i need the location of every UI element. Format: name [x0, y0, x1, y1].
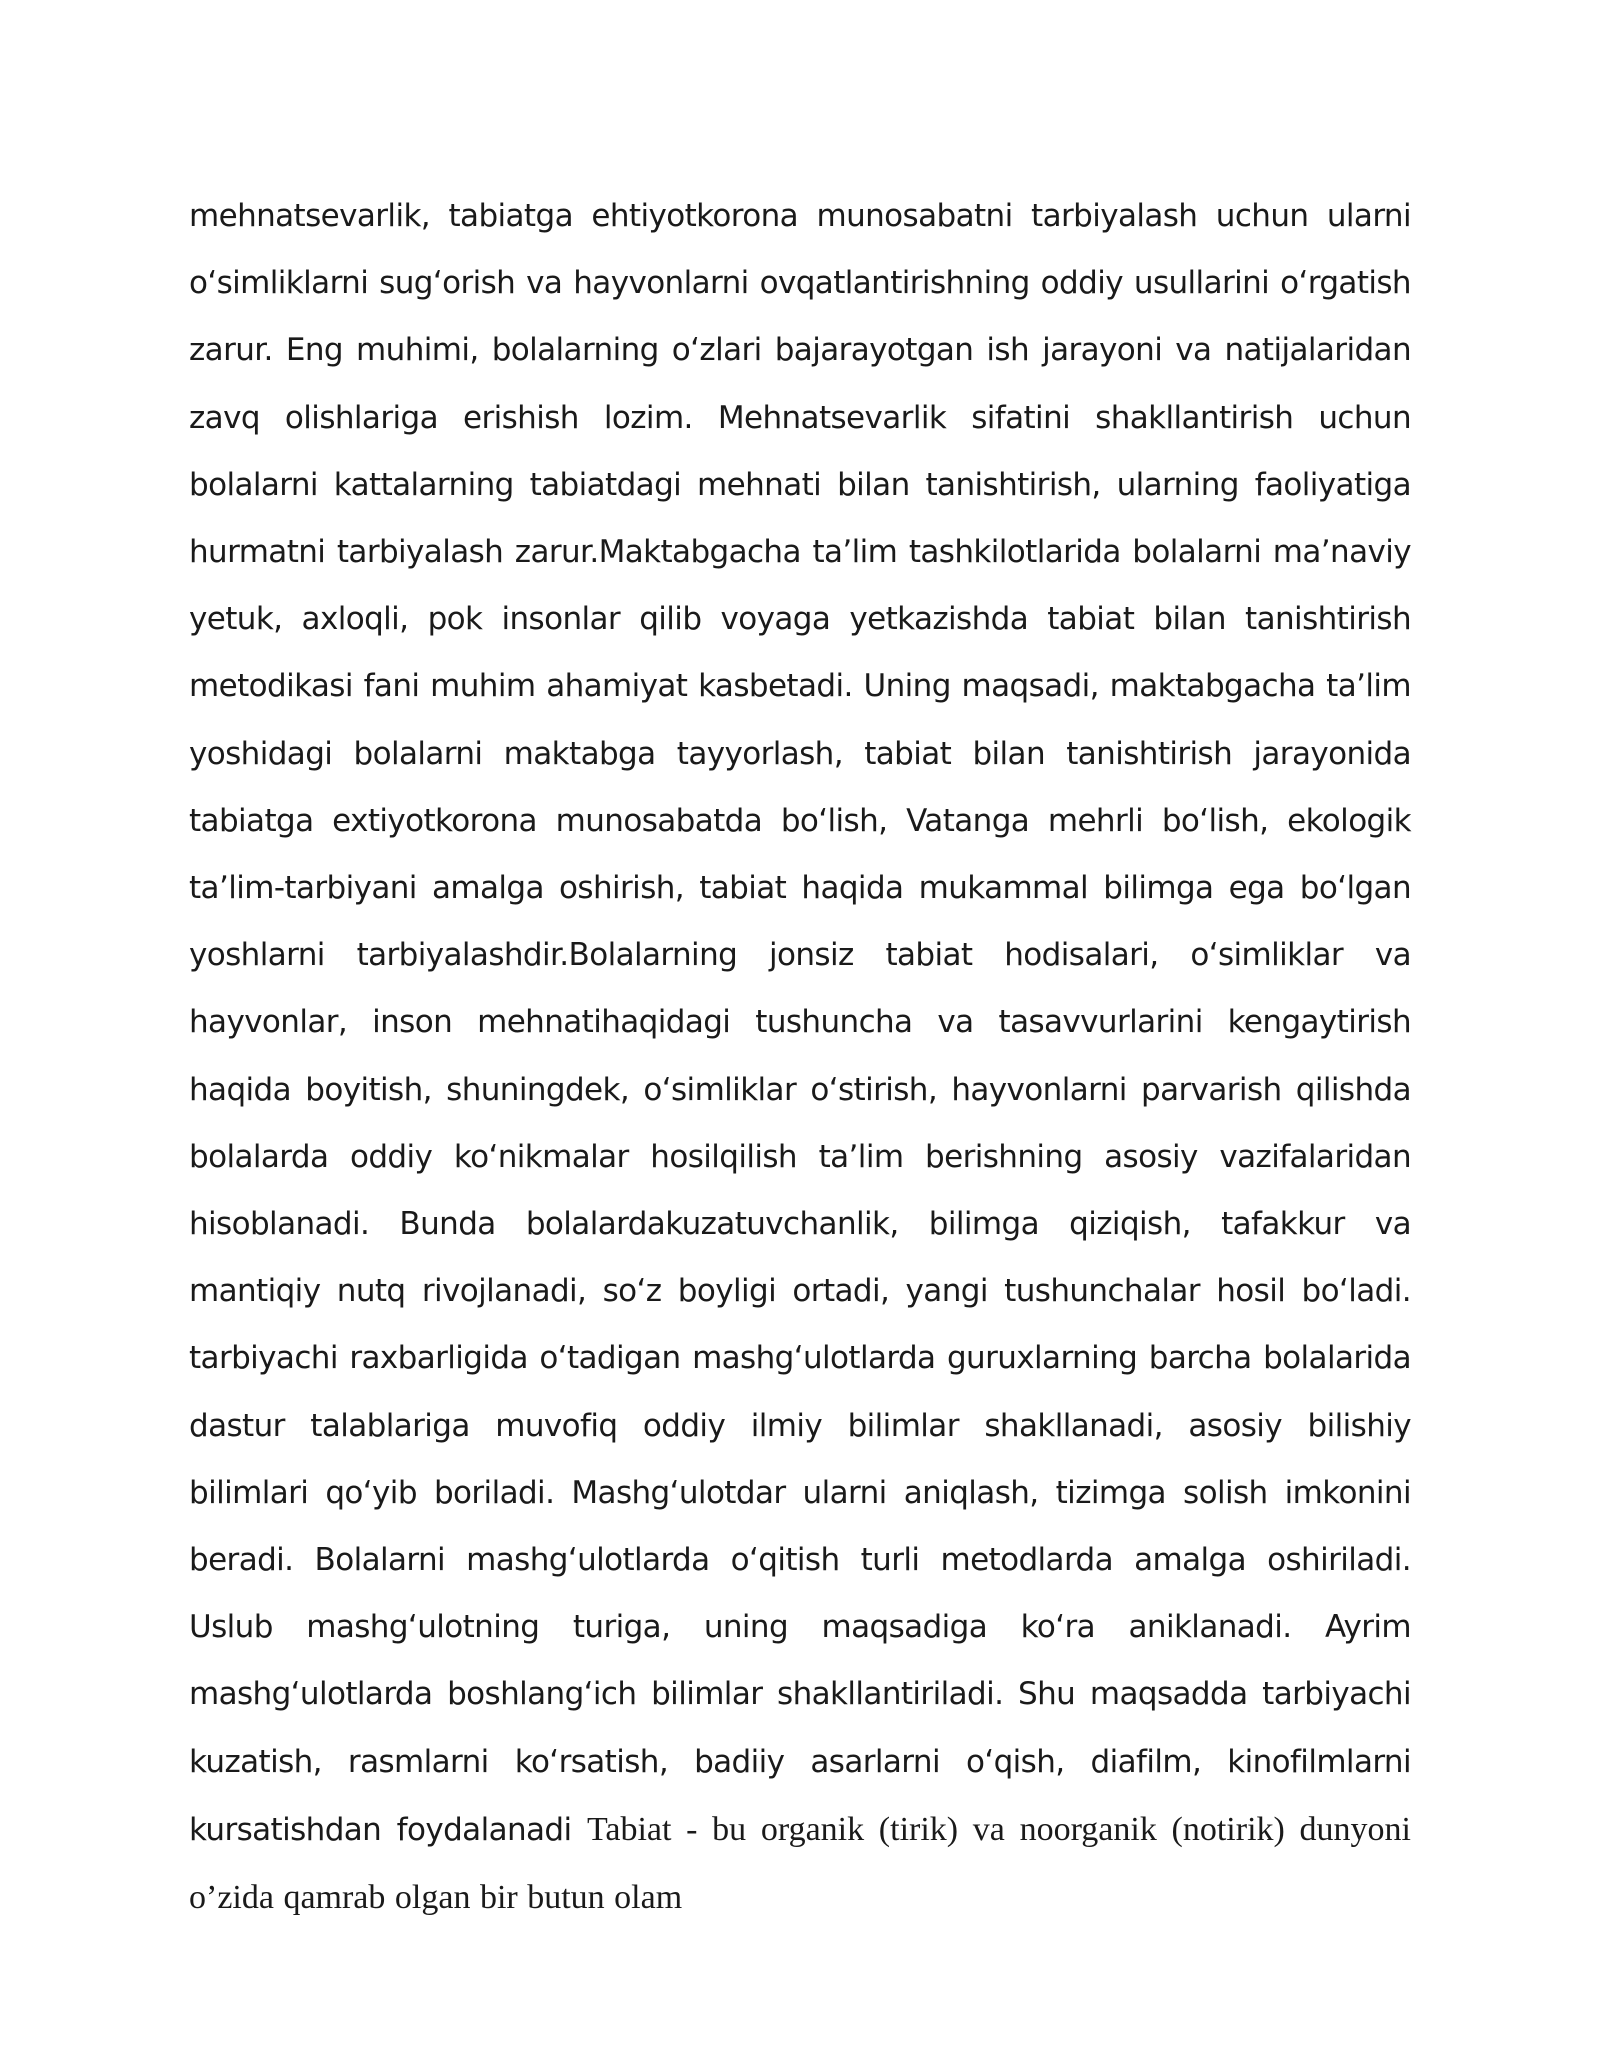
paragraph-text: mehnatsevarlik, tabiatga ehtiyotkorona munosabatni tarbiyalash uchun ularni oʻsimliklarni sugʻorish va hayvonlarni ovqatlantirishning oddiy usullarini oʻrgatish zarur. Eng muhimi, bolalarning oʻzlari bajarayotgan ish jarayoni va natijalaridan zavq olishlariga erishish lozim. Mehnatsevarlik sifatini shakllantirish uchun bolalarni kattalarning tabiatdagi mehnati bilan tanishtirish, ularning faoliyatiga hurmatni tarbiyalash zarur.Maktabgacha ta’lim tashkilotlarida bolalarni ma’naviy yetuk, axloqli, pok insonlar qilib voyaga yetkazishda tabiat bilan tanishtirish metodikasi fani muhim ahamiyat kasbetadi. Uning maqsadi, maktabgacha ta’lim yoshidagi bolalarni maktabga tayyorlash, tabiat bilan tanishtirish jarayonida tabiatga extiyotkorona munosabatda boʻlish, Vatanga mehrli boʻlish, ekologik ta’lim-tarbiyani amalga oshirish, tabiat haqida mukammal bilimga ega boʻlgan yoshlarni tarbiyalashdir.Bolalarning jonsiz tabiat hodisalari, oʻsimliklar va hayvonlar, inson mehnatihaqidagi tushuncha va tasavvurlarini kengaytirish haqida boyitish, shuningdek, oʻsimliklar oʻstirish, hayvonlarni parvarish qilishda bolalarda oddiy koʻnikmalar hosilqilish ta’lim berishning asosiy vazifalaridan hisoblanadi. Bunda bolalardakuzatuvchanlik, bilimga qiziqish, tafakkur va mantiqiy nutq rivojlanadi, soʻz boyligi ortadi, yangi tushunchalar hosil boʻladi. tarbiyachi raxbarligida oʻtadigan mashgʻulotlarda guruxlarning barcha bolalarida dastur talablariga muvofiq oddiy ilmiy bilimlar shakllanadi, asosiy bilishiy bilimlari qoʻyib boriladi. Mashgʻulotdar ularni aniqlash, tizimga solish imkonini beradi. Bolalarni mashgʻulotlarda oʻqitish turli metodlarda amalga oshiriladi. Uslub mashgʻulotning turiga, uning maqsadiga koʻra aniklanadi. Ayrim mashgʻulotlarda boshlangʻich bilimlar shakllantiriladi. Shu maqsadda tarbiyachi kuzatish, rasmlarni koʻrsatish, badiiy asarlarni oʻqish, diafilm, kinofilmlarni kursatishdan foydalanadi: [189, 198, 1411, 1848]
paragraph-serif-tail: Tabiat - bu organik (tirik) va noorganik (notirik) dunyoni o’zida qamrab olgan bir butun olam: [189, 1810, 1411, 1917]
body-paragraph: [189, 183, 1411, 1932]
